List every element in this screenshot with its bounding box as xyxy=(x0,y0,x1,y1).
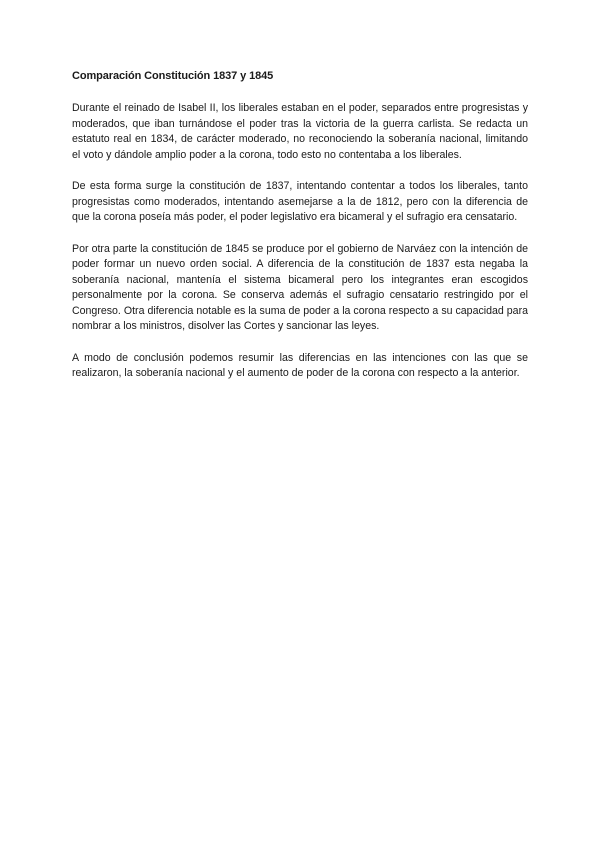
document-page xyxy=(72,69,528,398)
paragraph-conclusion: A modo de conclusión podemos resumir las diferencias en las intenciones con las que se realizaron, la soberanía nacional y el aumento de poder de la corona con respecto a la anterior. xyxy=(72,351,528,379)
paragraph-constitucion-1845: Por otra parte la constitución de 1845 se produce por el gobierno de Narváez con la intención de poder formar un nuevo orden social. A diferencia de la constitución de 1837 esta negaba la soberanía nacional, mantenía el sistema bicameral pero los integrantes eran escogidos personalmente por la corona. Se conserva además el sufragio censatario restringido por el Congreso. Otra diferencia notable es la suma de poder a la corona respecto a su capacidad para nombrar a los ministros, disolver las Cortes y sancionar las leyes. xyxy=(72,242,528,332)
paragraph-constitucion-1837: De esta forma surge la constitución de 1837, intentando contentar a todos los liberales, tanto progresistas como moderados, intentando asemejarse a la de 1812, pero con la diferencia de que la corona poseía más poder, el poder legislativo era bicameral y el sufragio era censatario. xyxy=(72,180,528,223)
document-title: Comparación Constitución 1837 y 1845 xyxy=(72,70,274,82)
paragraph-reinado-isabel: Durante el reinado de Isabel II, los liberales estaban en el poder, separados entre progresistas y moderados, que iban turnándose el poder tras la victoria de la guerra carlista. Se redacta un estatuto real en 1834, de carácter moderado, no reconociendo la soberanía nacional, limitando el voto y dándole amplio poder a la corona, todo esto no contentaba a los liberales. xyxy=(72,102,528,161)
